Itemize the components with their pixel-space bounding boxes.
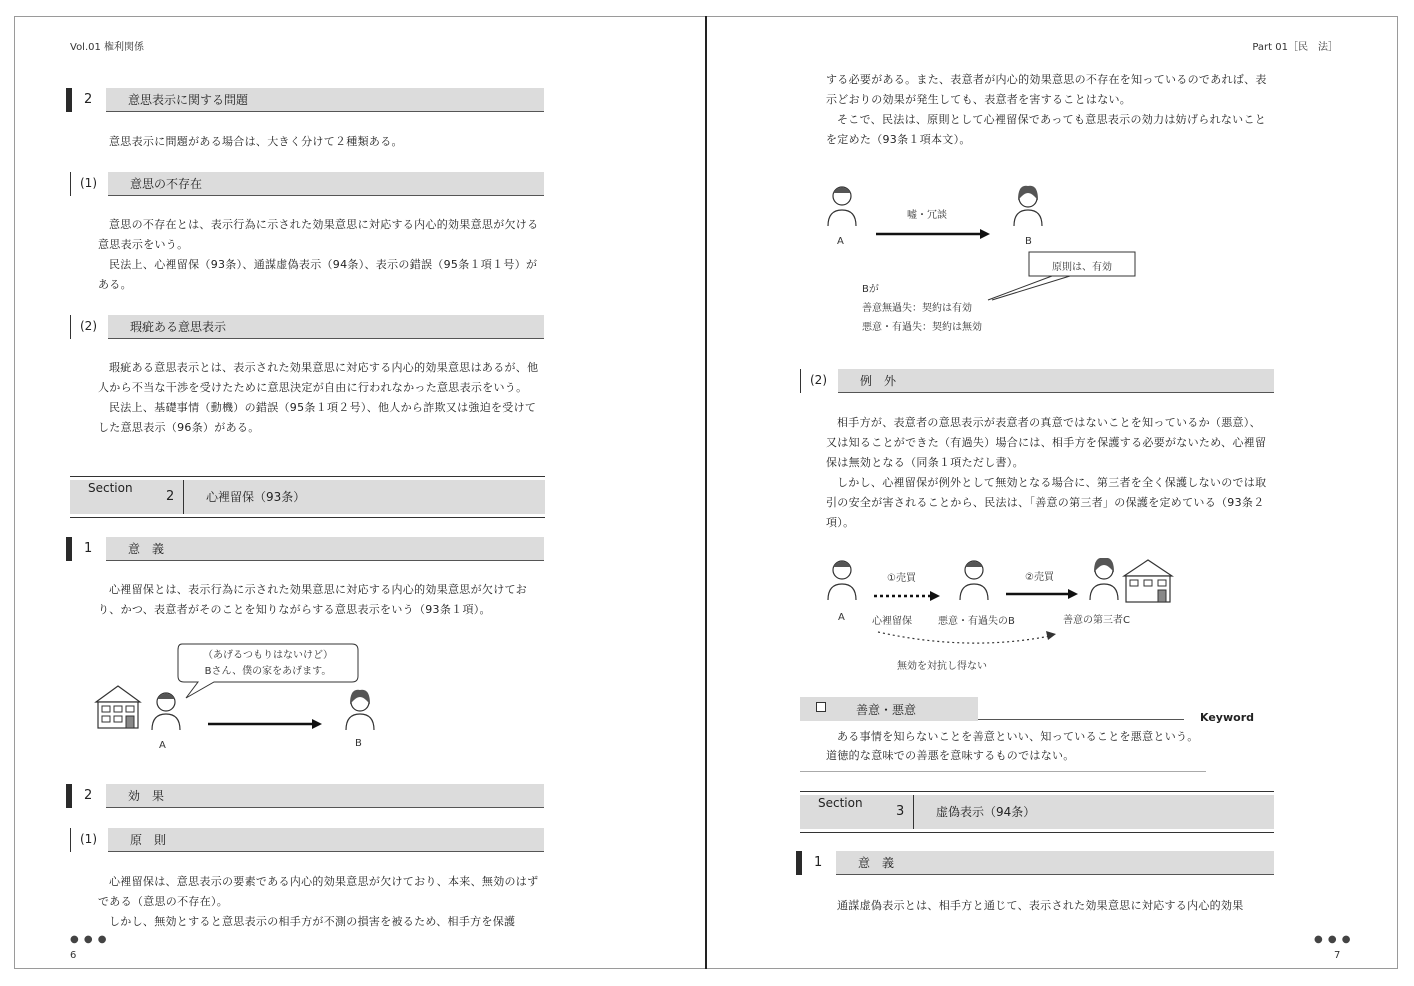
- person-b-icon: [346, 690, 374, 730]
- text-reigai-1: 相手方が、表意者の意思表示が表意者の真意ではないことを知っているか（悪意）、又は知ることができた（有過失）場合には、相手方を保護する必要がないため、心裡留保は無効となる（同条１項ただし書）。: [826, 416, 1267, 469]
- callout-pointer: [988, 276, 1070, 300]
- running-header-left: Vol.01 権利関係: [70, 42, 145, 53]
- page-dots-left: ● ● ●: [70, 934, 108, 945]
- house-icon: [96, 686, 140, 728]
- heading-title: 瑕疵ある意思表示: [108, 315, 544, 339]
- paragraph-igi-left: [98, 580, 542, 620]
- paragraph-continued: [826, 70, 1270, 150]
- heading-bar: [66, 88, 72, 112]
- section-banner-3: [800, 791, 1274, 833]
- heading-title: 意 義: [836, 851, 1274, 875]
- heading-koka: [66, 784, 544, 808]
- arrow-label: 嘘・冗談: [907, 210, 947, 221]
- dotted-curve: [878, 632, 1050, 643]
- person-a-icon: [152, 693, 180, 730]
- heading-igi-right: [796, 851, 1274, 875]
- paragraph-fusonzai: [98, 215, 542, 295]
- keyword-rule: [978, 719, 1184, 720]
- diagram-note: [862, 280, 982, 337]
- text-fusonzai-2: 民法上、心裡留保（93条）、通謀虚偽表示（94条）、表示の錯誤（95条１項１号）がある。: [98, 258, 538, 291]
- heading-number: (1): [80, 832, 97, 846]
- label-shinri: 心裡留保: [872, 616, 912, 627]
- heading-title: 原 則: [108, 828, 544, 852]
- keyword-text: [826, 727, 1226, 765]
- heading-title: 例 外: [838, 369, 1274, 393]
- heading-bar: [70, 828, 71, 852]
- section-banner-2: [70, 476, 545, 518]
- sale-label-2: ②売買: [1025, 572, 1054, 583]
- page-number-left: 6: [70, 950, 77, 961]
- text-gensoku-1: 心裡留保は、意思表示の要素である内心的効果意思が欠けており、本来、無効のはずである（意思の不存在）。: [98, 875, 539, 908]
- paragraph-reigai: [826, 413, 1270, 533]
- keyword-text-1: ある事情を知らないことを善意といい、知っていることを悪意という。: [837, 730, 1199, 743]
- heading-fusonzai: [70, 172, 544, 196]
- callout-text: 原則は、有効: [1052, 262, 1112, 273]
- person-b-icon: [960, 561, 988, 600]
- keyword-text-2: 道徳的な意味での善悪を意味するものではない。: [826, 749, 1075, 762]
- heading-bar: [796, 851, 802, 875]
- keyword-box: [800, 697, 1254, 724]
- text-continued-2: そこで、民法は、原則として心裡留保であっても意思表示の効力は妨げられないことを定めた（93条１項本文）。: [826, 113, 1267, 146]
- heading-bar: [66, 784, 72, 808]
- book-spine: [705, 16, 707, 969]
- heading-bar: [70, 172, 71, 196]
- person-a-icon: [828, 187, 856, 226]
- bubble-text: [180, 648, 356, 680]
- text-reigai-2: しかし、心裡留保が例外として無効となる場合に、第三者を全く保護しないのでは取引の安全が害されることから、民法は、「善意の第三者」の保護を定めている（93条２項）。: [826, 476, 1267, 529]
- text-intro: 意思表示に問題がある場合は、大きく分けて２種類ある。: [109, 135, 403, 148]
- heading-title: 効 果: [106, 784, 544, 808]
- bubble-line-1: （あげるつもりはないけど）: [203, 650, 333, 661]
- label-a: A: [837, 236, 844, 247]
- section-label: Section: [88, 481, 133, 495]
- label-b: B: [355, 738, 362, 749]
- person-b-icon: [1014, 186, 1042, 226]
- heading-number: (2): [810, 373, 827, 387]
- paragraph-gensoku: [98, 872, 542, 932]
- note-line-1: Bが: [862, 284, 879, 295]
- heading-title: 意思表示に関する問題: [106, 88, 544, 112]
- text-continued-1: する必要がある。また、表意者が内心的効果意思の不存在を知っているのであれば、表示どおりの効果が発生しても、表意者を害することはない。: [826, 73, 1267, 106]
- heading-number: 2: [84, 92, 93, 107]
- heading-bar: [70, 315, 71, 339]
- paragraph-kashi: [98, 358, 542, 438]
- label-a: A: [159, 740, 166, 751]
- heading-number: 1: [814, 855, 823, 870]
- heading-kashi: [70, 315, 544, 339]
- text-kashi-2: 民法上、基礎事情（動機）の錯誤（95条１項２号）、他人から詐欺又は強迫を受けてした意思表示（96条）がある。: [98, 401, 537, 434]
- keyword-title: 善意・悪意: [856, 703, 917, 717]
- arrowhead: [1046, 631, 1056, 640]
- heading-reigai: [800, 369, 1274, 393]
- section-number: 3: [896, 804, 905, 819]
- heading-title: 意思の不存在: [108, 172, 544, 196]
- arrowhead: [980, 229, 990, 239]
- text-igi-right: 通謀虚偽表示とは、相手方と通じて、表示された効果意思に対応する内心的効果: [837, 899, 1244, 912]
- heading-number: (1): [80, 176, 97, 190]
- heading-ishi-hyoji: [66, 88, 544, 112]
- heading-title: 意 義: [106, 537, 544, 561]
- paragraph-igi-right: [826, 896, 1276, 916]
- note-line-3: 悪意・有過失：契約は無効: [862, 322, 982, 333]
- note-line-2: 善意無過失：契約は有効: [862, 303, 972, 314]
- label-c: 善意の第三者C: [1063, 615, 1130, 626]
- label-a: A: [838, 612, 845, 623]
- keyword-bottom-rule: [800, 771, 1206, 772]
- page-number-right: 7: [1334, 950, 1341, 961]
- heading-gensoku: [70, 828, 544, 852]
- arrowhead: [1068, 589, 1078, 599]
- text-fusonzai-1: 意思の不存在とは、表示行為に示された効果意思に対応する内心的効果意思が欠ける意思表示をいう。: [98, 218, 539, 251]
- checkbox-icon: [816, 702, 826, 712]
- label-b: B: [1025, 236, 1032, 247]
- keyword-tag: Keyword: [1200, 711, 1254, 724]
- arrowhead: [312, 719, 322, 729]
- section-number: 2: [166, 489, 175, 504]
- heading-number: 1: [84, 541, 93, 556]
- text-kashi-1: 瑕疵ある意思表示とは、表示された効果意思に対応する内心的効果意思はあるが、他人から不当な干渉を受けたために意思決定が自由に行われなかった意思表示をいう。: [98, 361, 539, 394]
- running-header-right: Part 01［民 法］: [1252, 42, 1338, 53]
- heading-igi-left: [66, 537, 544, 561]
- person-c-icon: [1090, 558, 1118, 600]
- section-label: Section: [818, 796, 863, 810]
- section-title: 心裡留保（93条）: [184, 480, 545, 514]
- text-gensoku-2: しかし、無効とすると意思表示の相手方が不測の損害を被るため、相手方を保護: [109, 915, 516, 928]
- heading-bar: [800, 369, 801, 393]
- section-title: 虚偽表示（94条）: [914, 795, 1274, 829]
- arrowhead: [930, 591, 940, 601]
- bottom-label: 無効を対抗し得ない: [897, 661, 987, 672]
- diagram-daisansha: [818, 558, 1188, 654]
- heading-number: 2: [84, 788, 93, 803]
- sale-label-1: ①売買: [887, 573, 916, 584]
- label-b: 悪意・有過失のB: [938, 616, 1015, 627]
- heading-number: (2): [80, 319, 97, 333]
- person-a-icon: [828, 561, 856, 600]
- heading-bar: [66, 537, 72, 561]
- house-icon: [1124, 560, 1172, 602]
- bubble-line-2: Bさん、僕の家をあげます。: [204, 666, 332, 677]
- page-dots-right: ● ● ●: [1314, 934, 1352, 945]
- text-igi-left: 心裡留保とは、表示行為に示された効果意思に対応する内心的効果意思が欠けており、かつ、表意者がそのことを知りながらする意思表示をいう（93条１項）。: [98, 583, 528, 616]
- paragraph-intro: [98, 132, 542, 152]
